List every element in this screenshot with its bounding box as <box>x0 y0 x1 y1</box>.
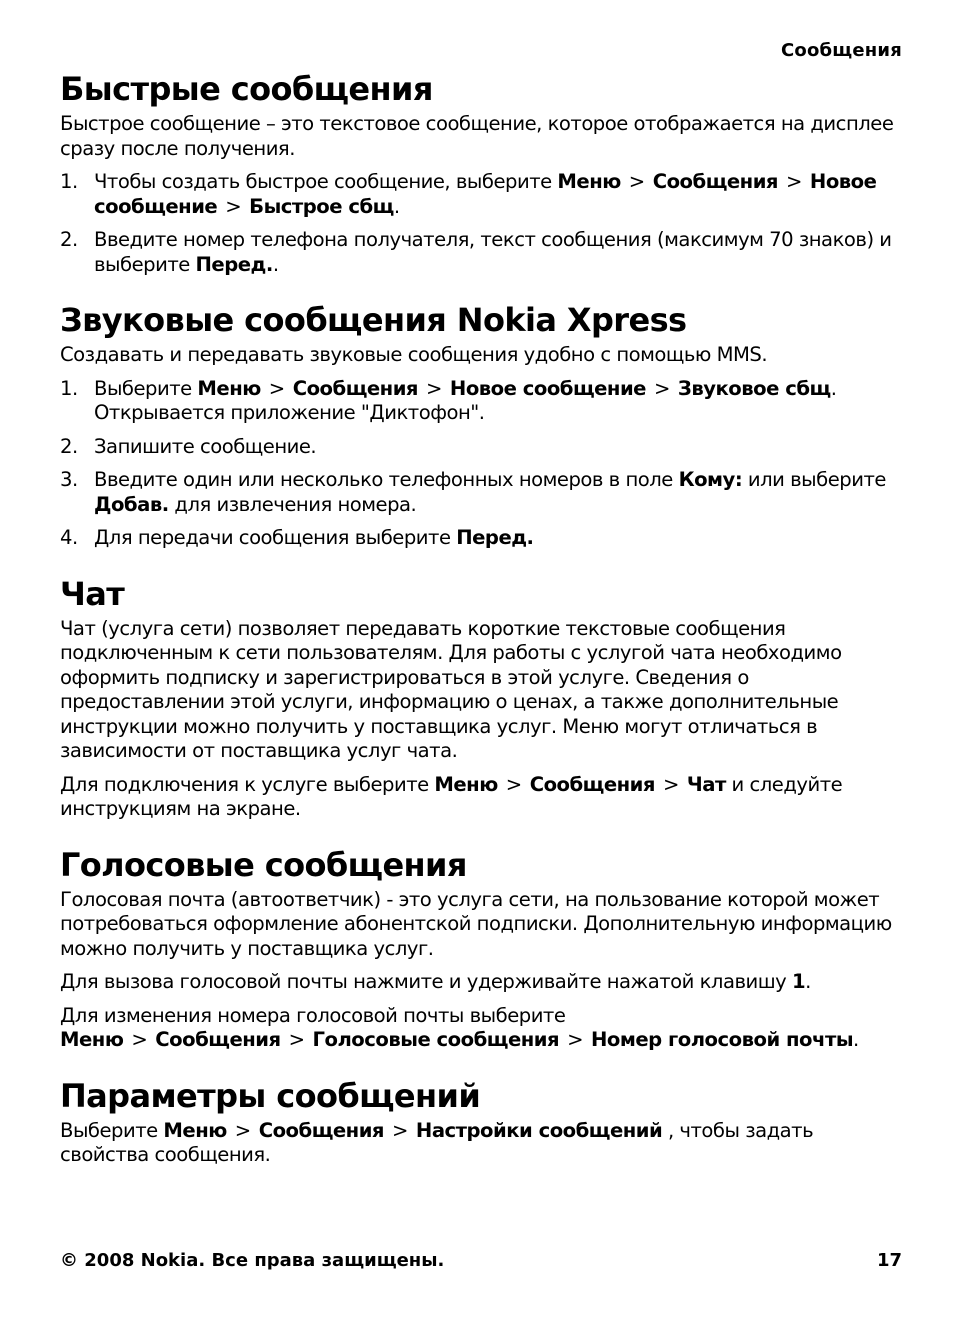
menu-path-item: Добав. <box>94 492 169 516</box>
path-separator: > <box>653 376 670 400</box>
step-text: для извлечения номера. <box>168 492 417 516</box>
paragraph-text: Для вызова голосовой почты нажмите и удерживайте нажатой клавишу <box>60 970 792 993</box>
path-separator: > <box>288 1028 305 1051</box>
step-text: Для передачи сообщения выберите <box>94 526 457 549</box>
path-separator: > <box>426 376 442 400</box>
list-item <box>60 377 906 426</box>
step-number: 4. <box>60 526 78 549</box>
paragraph-text: Для подключения к услуге выберите <box>60 772 435 796</box>
paragraph-text: и следуйте инструкциям на экране. <box>60 772 843 820</box>
steps-list <box>60 377 906 551</box>
path-separator: > <box>131 1028 148 1051</box>
menu-path-item: Меню <box>197 376 261 400</box>
step-text: или выберите <box>742 468 886 491</box>
page-content <box>60 70 906 1192</box>
menu-path-item: Сообщения <box>292 376 418 400</box>
menu-path-item: Меню <box>434 772 498 796</box>
step-text: Выберите <box>94 376 198 400</box>
menu-path-item: Перед. <box>456 526 534 549</box>
section-title: Звуковые сообщения Nokia Xpress <box>60 301 687 339</box>
section-audio-messages <box>60 301 906 551</box>
path-separator: > <box>225 194 242 218</box>
path-separator: > <box>628 170 645 193</box>
running-header: Сообщения <box>780 40 902 61</box>
menu-path-item: Настройки сообщений <box>415 1118 663 1142</box>
paragraph: Чат (услуга сети) позволяет передавать короткие текстовые сообщения подключенным к сети пользователям. Для работы с услугой чата необходимо оформить подписку и зарегистрироваться в этой услуге. Сведения о предоставлении этой услуги, информацию о ценах, а также дополнительные инструкции можно получить у поставщика услуг. Меню могут отличаться в зависимости от поставщика услуг чата. <box>60 616 842 762</box>
step-number: 2. <box>60 434 78 458</box>
menu-path-item: Голосовые сообщения <box>312 1028 560 1051</box>
list-item <box>60 435 906 460</box>
menu-path-item: Номер голосовой почты <box>591 1028 854 1051</box>
step-number: 1. <box>60 376 78 400</box>
key-label: 1 <box>791 970 806 993</box>
menu-path-item: Сообщения <box>529 772 655 796</box>
step-text: . Открывается приложение "Диктофон". <box>94 376 837 424</box>
list-item <box>60 170 906 219</box>
list-item <box>60 468 906 517</box>
path-separator: > <box>786 170 802 193</box>
menu-path-item: Быстрое сбщ <box>249 194 394 218</box>
path-separator: > <box>268 376 285 400</box>
step-text: Введите номер телефона получателя, текст сообщения (максимум 70 знаков) и выберите <box>94 228 892 276</box>
section-intro: Быстрое сообщение – это текстовое сообщение, которое отображается на дисплее сразу после получения. <box>60 112 894 160</box>
steps-list <box>60 170 906 277</box>
step-number: 1. <box>60 170 78 193</box>
step-text: Введите один или несколько телефонных номеров в поле <box>94 468 679 491</box>
step-text: . <box>393 194 400 218</box>
section-voice-messages <box>60 846 906 1053</box>
paragraph-text: . <box>805 970 811 993</box>
menu-path-item: Меню <box>163 1118 227 1142</box>
menu-path-item: Новое сообщение <box>94 170 877 218</box>
paragraph-text: , чтобы задать свойства сообщения. <box>60 1118 814 1166</box>
list-item <box>60 526 906 551</box>
paragraph <box>60 773 906 822</box>
paragraph-text: . <box>853 1028 859 1051</box>
paragraph: Голосовая почта (автоответчик) - это услуга сети, на пользование которой может потребоваться оформление абонентской подписки. Дополнительную информацию можно получить у поставщика услуг. <box>60 887 892 960</box>
paragraph-text: Для изменения номера голосовой почты выберите <box>60 1003 566 1027</box>
menu-path-item: Сообщения <box>652 170 778 193</box>
path-separator: > <box>662 772 679 796</box>
field-label: Кому: <box>678 468 743 491</box>
section-message-settings <box>60 1077 906 1168</box>
path-separator: > <box>567 1028 583 1051</box>
path-separator: > <box>392 1118 408 1142</box>
paragraph-text: Выберите <box>60 1118 164 1142</box>
menu-path-item: Чат <box>686 772 726 796</box>
section-title: Голосовые сообщения <box>60 845 467 884</box>
menu-path-item: Меню <box>557 170 621 193</box>
step-number: 2. <box>60 228 78 251</box>
section-intro: Создавать и передавать звуковые сообщения удобно с помощью MMS. <box>60 343 768 366</box>
step-text: Чтобы создать быстрое сообщение, выберите <box>94 170 558 193</box>
section-title: Чат <box>60 574 125 613</box>
step-text: Запишите сообщение. <box>94 434 317 458</box>
menu-path-item: Перед. <box>195 252 273 276</box>
menu-path-item: Новое сообщение <box>449 376 646 400</box>
paragraph <box>60 1119 906 1168</box>
menu-path-item: Меню <box>60 1028 124 1051</box>
footer-copyright: © 2008 Nokia. Все права защищены. <box>60 1250 445 1271</box>
section-title: Быстрые сообщения <box>60 70 433 108</box>
menu-path-item: Звуковое сбщ <box>677 376 831 400</box>
paragraph <box>60 1004 906 1053</box>
section-chat <box>60 575 906 822</box>
menu-path-item: Сообщения <box>258 1118 384 1142</box>
section-title: Параметры сообщений <box>60 1076 481 1115</box>
section-flash-messages <box>60 70 906 277</box>
path-separator: > <box>505 772 522 796</box>
step-text: . <box>272 252 279 276</box>
paragraph <box>60 970 906 995</box>
step-number: 3. <box>60 468 78 491</box>
menu-path-item: Сообщения <box>155 1028 281 1051</box>
page-number: 17 <box>876 1250 902 1271</box>
list-item <box>60 228 906 277</box>
path-separator: > <box>234 1118 251 1142</box>
